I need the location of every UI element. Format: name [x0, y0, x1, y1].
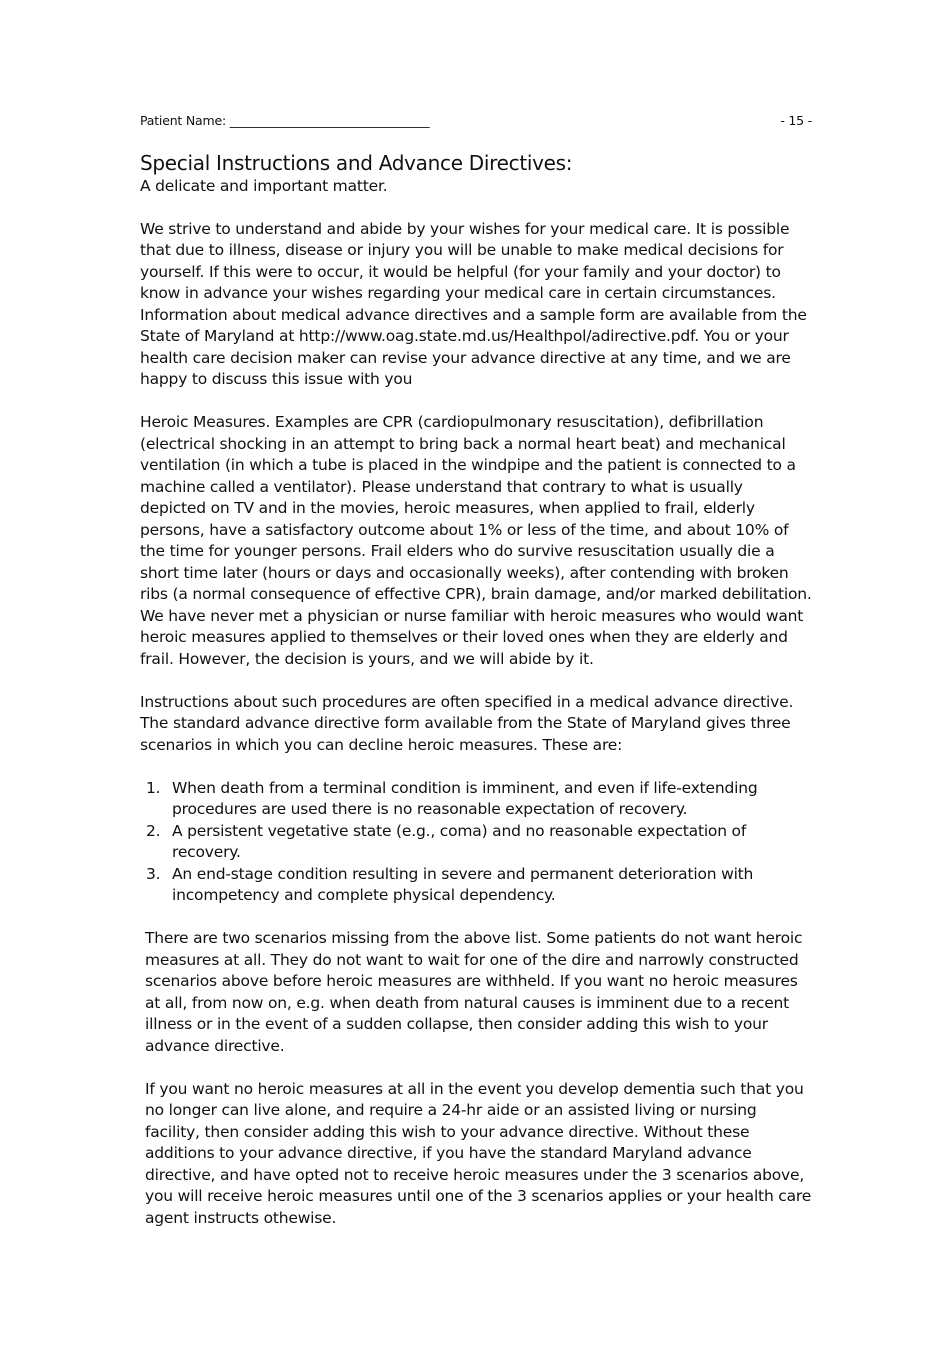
section-title: Special Instructions and Advance Directives:	[140, 151, 573, 175]
list-item-text: A persistent vegetative state (e.g., coma) and no reasonable expectation of recovery.	[172, 821, 747, 861]
list-item-number: 1.	[146, 778, 161, 797]
page-header	[140, 112, 812, 130]
missing-scenarios-paragraph: There are two scenarios missing from the above list. Some patients do not want heroic measures at all. They do not want to wait for one of the dire and narrowly constructed scenarios above before heroic measures are withheld. If you want no heroic measures at all, from now on, e.g. when death from natural causes is imminent due to a recent illness or in the event of a sudden collapse, then consider adding this wish to your advance directive.	[145, 929, 803, 1055]
spacer	[140, 391, 812, 413]
section-subtitle: A delicate and important matter.	[140, 177, 388, 195]
list-item-text: When death from a terminal condition is imminent, and even if life-extending procedures are used there is no reasonable expectation of recovery.	[172, 778, 758, 818]
instructions-paragraph: Instructions about such procedures are often specified in a medical advance directive. The standard advance directive form available from the State of Maryland gives three scenarios in which you can decline heroic measures. These are:	[140, 692, 794, 754]
scenario-list	[140, 778, 812, 907]
spacer	[140, 907, 812, 929]
intro-paragraph: We strive to understand and abide by your wishes for your medical care. It is possible that due to illness, disease or injury you will be unable to make medical decisions for yourself. If this were to occur, it would be helpful (for your family and your doctor) to know in advance your wishes regarding your medical care in certain circumstances. Information about medical advance directives and a sample form are available from the State of Maryland at http://www.oag.state.md.us/Healthpol/adirective.pdf. You or your health care decision maker can revise your advance directive at any time, and we are happy to discuss this issue with you	[140, 219, 807, 388]
spacer	[140, 756, 812, 778]
dementia-paragraph: If you want no heroic measures at all in the event you develop dementia such that you no longer can live alone, and require a 24-hr aide or an assisted living or nursing facility, then consider adding this wish to your advance directive. Without these additions to your advance directive, if you have the standard Maryland advance directive, and have opted not to receive heroic measures under the 3 scenarios above, you will receive heroic measures until one of the 3 scenarios applies or your health care agent instructs othewise.	[145, 1079, 812, 1227]
spacer	[140, 1057, 812, 1079]
list-item-number: 2.	[146, 821, 161, 840]
spacer	[140, 670, 812, 692]
document-page	[140, 112, 812, 1229]
patient-name-field: Patient Name: _________________________________	[140, 113, 430, 128]
list-item-number: 3.	[146, 864, 161, 883]
list-item	[140, 864, 812, 907]
spacer	[140, 197, 812, 219]
list-item-text: An end-stage condition resulting in severe and permanent deterioration with incompetency and complete physical dependency.	[172, 864, 754, 904]
list-item	[140, 778, 812, 821]
heroic-measures-paragraph: Heroic Measures. Examples are CPR (cardiopulmonary resuscitation), defibrillation (electrical shocking in an attempt to bring back a normal heart beat) and mechanical ventilation (in which a tube is placed in the windpipe and the patient is connected to a machine called a ventilator). Please understand that contrary to what is usually depicted on TV and in the movies, heroic measures, when applied to frail, elderly persons, have a satisfactory outcome about 1% or less of the time, and about 10% of the time for younger persons. Frail elders who do survive resuscitation usually die a short time later (hours or days and occasionally weeks), after contending with broken ribs (a normal consequence of effective CPR), brain damage, and/or marked debilitation. We have never met a physician or nurse familiar with heroic measures who would want heroic measures applied to themselves or their loved ones when they are elderly and frail. However, the decision is yours, and we will abide by it.	[140, 413, 812, 668]
list-item	[140, 821, 812, 864]
page-number: - 15 -	[780, 113, 812, 128]
